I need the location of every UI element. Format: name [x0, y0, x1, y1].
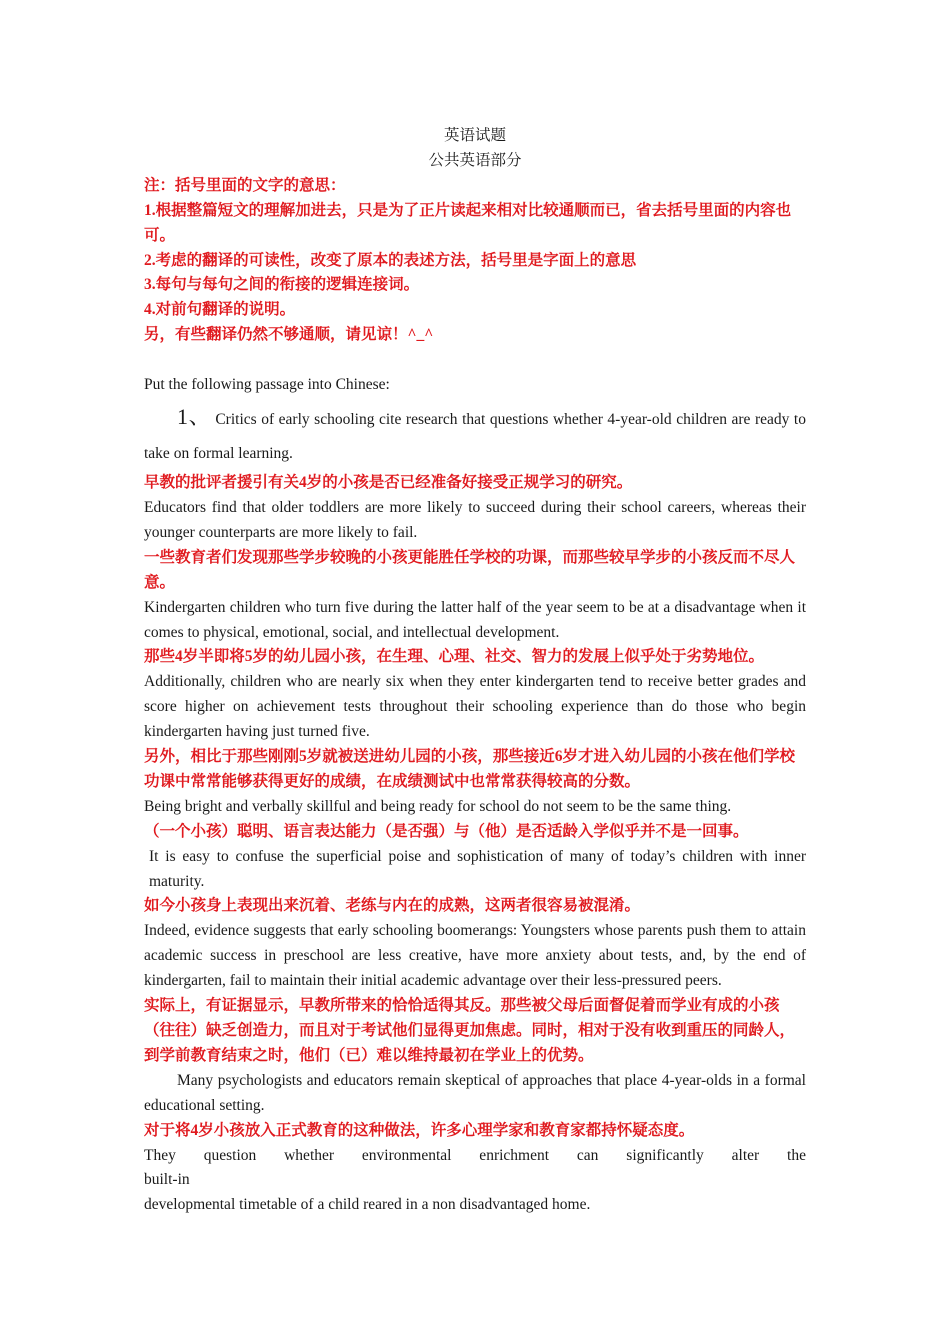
chinese-translation: 对于将4岁小孩放入正式教育的这种做法，许多心理学家和教育家都持怀疑态度。	[144, 1121, 695, 1139]
chinese-translation: 早教的批评者援引有关4岁的小孩是否已经准备好接受正规学习的研究。	[144, 474, 633, 492]
english-sentence: Many psychologists and educators remain skeptical of approaches that place 4-year-olds in a formal educational setting.	[144, 1071, 806, 1114]
document-page	[144, 124, 806, 1218]
chinese-translation: （一个小孩）聪明、语言表达能力（是否强）与（他）是否适龄入学似乎并不是一回事。	[144, 822, 749, 840]
chinese-translation: 如今小孩身上表现出来沉着、老练与内在的成熟，这两者很容易被混淆。	[144, 897, 641, 915]
page-title: 英语试题	[443, 127, 506, 144]
english-sentence: Additionally, children who are nearly six when they enter kindergarten tend to receive better grades and score higher on achievement tests throughout their schooling experience than do those who begin kindergarten having just turned five.	[144, 673, 806, 741]
note-line: 2.考虑的翻译的可读性，改变了原本的表述方法，括号里是字面上的意思	[144, 251, 637, 269]
english-sentence: Kindergarten children who turn five during the latter half of the year seem to be at a disadvantage when it comes to physical, emotional, social, and intellectual development.	[144, 598, 806, 641]
note-line: 另，有些翻译仍然不够通顺，请见谅！^_^	[144, 326, 434, 344]
english-text: Critics of early schooling cite research that questions whether 4-year-old children are ready to take on formal learning.	[144, 411, 806, 463]
note-line: 4.对前句翻译的说明。	[144, 301, 296, 319]
chinese-translation: 另外，相比于那些刚刚5岁就被送进幼儿园的小孩，那些接近6岁才进入幼儿园的小孩在他们学校功课中常常能够获得更好的成绩，在成绩测试中也常常获得较高的分数。	[144, 748, 796, 790]
english-sentence: It is easy to confuse the superficial poise and sophistication of many of today’s children with inner maturity.	[149, 847, 806, 890]
note-line: 3.每句与每句之间的衔接的逻辑连接词。	[144, 276, 420, 294]
note-line: 1.根据整篇短文的理解加进去，只是为了正片读起来相对比较通顺而已，省去括号里面的内容也可。	[144, 201, 792, 244]
chinese-translation: 一些教育者们发现那些学步较晚的小孩更能胜任学校的功课，而那些较早学步的小孩反而不尽人意。	[144, 548, 796, 591]
item-number: 1、	[177, 404, 212, 430]
chinese-translation: 那些4岁半即将5岁的幼儿园小孩，在生理、心理、社交、智力的发展上似乎处于劣势地位。	[144, 648, 765, 666]
chinese-translation: 实际上，有证据显示，早教所带来的恰恰适得其反。那些被父母后面督促着而学业有成的小孩（往往）缺乏创造力，而且对于考试他们显得更加焦虑。同时，相对于没有收到重压的同龄人，到学前教育结束之时，他们（已）难以维持最初在学业上的优势。	[144, 997, 796, 1064]
note-line: 注：括号里面的文字的意思：	[144, 176, 346, 194]
english-sentence: They question whether environmental enrichment can significantly alter the built-in	[144, 1146, 806, 1189]
page-subtitle: 公共英语部分	[428, 151, 522, 169]
english-sentence	[144, 400, 806, 471]
notes-block	[144, 174, 806, 348]
english-sentence: Educators find that older toddlers are more likely to succeed during their school careers, whereas their younger counterparts are more likely to fail.	[144, 498, 806, 541]
instruction: Put the following passage into Chinese:	[144, 376, 390, 394]
english-sentence: Indeed, evidence suggests that early schooling boomerangs: Youngsters whose parents push them to attain academic success in preschool are less creative, have more anxiety about tests, and, by the end of kindergarten, fail to maintain their initial academic advantage over their less-pressured peers.	[144, 922, 806, 990]
english-sentence-continued: developmental timetable of a child reared in a non disadvantaged home.	[144, 1196, 591, 1214]
english-sentence: Being bright and verbally skillful and being ready for school do not seem to be the same thing.	[144, 797, 732, 815]
